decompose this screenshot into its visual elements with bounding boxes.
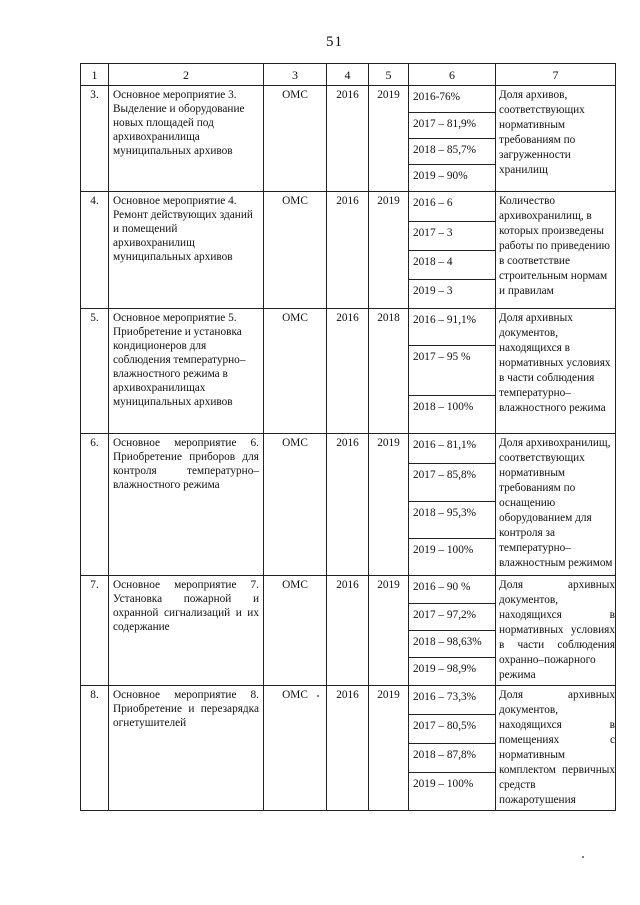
row-number: 7. [81,576,109,686]
table-row [81,576,616,686]
target-values [409,309,496,434]
target-value: 2019 – 100% [413,778,474,790]
start-year: 2016 [327,192,369,309]
target-value: 2019 – 100% [413,544,474,556]
target-value: 2016 – 73,3% [409,686,495,715]
target-value: 2018 – 4 [409,251,495,280]
target-value: 2017 – 81,9% [409,113,495,139]
start-year: 2016 [327,86,369,192]
executor: ОМС [264,686,327,811]
col-header: 4 [327,64,369,86]
executor: ОМС [264,434,327,576]
measure-name: Основное мероприятие 8. Приобретение и перезарядка огнетушителей [109,686,264,811]
row-number: 3. [81,86,109,192]
page-number: 51 [326,34,343,50]
table-row [81,309,616,434]
col-header: 3 [264,64,327,86]
end-year: 2019 [369,434,409,576]
table-row [81,686,616,811]
target-values [409,192,496,309]
end-year: 2019 [369,86,409,192]
table-row [81,434,616,576]
target-values [409,576,496,686]
target-value: 2017 – 95 % [409,346,495,396]
scan-speck [582,856,584,858]
col-header: 6 [409,64,496,86]
scan-speck [317,695,319,697]
target-values [409,686,496,811]
target-value: 2016 – 91,1% [409,309,495,346]
start-year: 2016 [327,576,369,686]
target-values [409,86,496,192]
indicator: Доля архивохранилищ, соответствующих нормативным требованиям по оснащению оборудованием для контроля за температурно–влажностным режимом [496,434,616,576]
executor: ОМС [264,309,327,434]
start-year: 2016 [327,309,369,434]
target-value: 2019 – 90% [413,170,468,182]
indicator: Доля архивных документов, находящихся в помещениях с нормативным комплектом первичных средств пожаротушения [496,686,616,811]
table-row [81,192,616,309]
target-value: 2017 – 3 [409,222,495,251]
end-year: 2019 [369,192,409,309]
target-value: 2019 – 98,9% [413,663,477,675]
indicator: Доля архивных документов, находящихся в нормативных условиях в части соблюдения охранно–пожарного режима [496,576,616,686]
start-year: 2016 [327,434,369,576]
measure-name: Основное мероприятие 6. Приобретение приборов для контроля температурно–влажностного режима [109,434,264,576]
target-value: 2016 – 6 [409,192,495,222]
row-number: 5. [81,309,109,434]
target-value: 2016 – 81,1% [409,434,495,464]
table-row [81,86,616,192]
measure-name: Основное мероприятие 5. Приобретение и установка кондиционеров для соблюдения температурно–влажностного режима в архивохранилищах муниципальных архивов [109,309,264,434]
executor: ОМС [264,576,327,686]
executor: ОМС [264,192,327,309]
target-value: 2017 – 80,5% [409,715,495,744]
indicator: Доля архивных документов, находящихся в нормативных условиях в части соблюдения температурно–влажностного режима [496,309,616,434]
target-value: 2018 – 100% [413,401,474,413]
target-value: 2018 – 85,7% [409,139,495,165]
row-number: 8. [81,686,109,811]
target-value: 2016 – 90 % [409,576,495,604]
target-value: 2018 – 87,8% [409,744,495,773]
end-year: 2019 [369,686,409,811]
measure-name: Основное мероприятие 3. Выделение и оборудование новых площадей под архивохранилища муниципальных архивов [109,86,264,192]
end-year: 2019 [369,576,409,686]
target-value: 2017 – 85,8% [409,464,495,502]
col-header: 5 [369,64,409,86]
target-values [409,434,496,576]
row-number: 4. [81,192,109,309]
row-number: 6. [81,434,109,576]
header-row [81,64,616,86]
target-value: 2019 – 3 [413,285,453,297]
target-value: 2018 – 95,3% [409,502,495,539]
indicator: Количество архивохранилищ, в которых произведены работы по приведению в соответствие строительным нормам и правилам [496,192,616,309]
col-header: 7 [496,64,616,86]
end-year: 2018 [369,309,409,434]
indicator: Доля архивов, соответствующих нормативным требованиям по загруженности хранилищ [496,86,616,192]
target-value: 2018 – 98,63% [409,631,495,658]
target-value: 2017 – 97,2% [409,604,495,631]
col-header: 2 [109,64,264,86]
target-value: 2016-76% [409,86,495,113]
executor: ОМС [264,86,327,192]
col-header: 1 [81,64,109,86]
start-year: 2016 [327,686,369,811]
program-measures-table [80,63,616,811]
measure-name: Основное мероприятие 7. Установка пожарной и охранной сигнализаций и их содержание [109,576,264,686]
measure-name: Основное мероприятие 4. Ремонт действующих зданий и помещений архивохранилищ муниципальных архивов [109,192,264,309]
